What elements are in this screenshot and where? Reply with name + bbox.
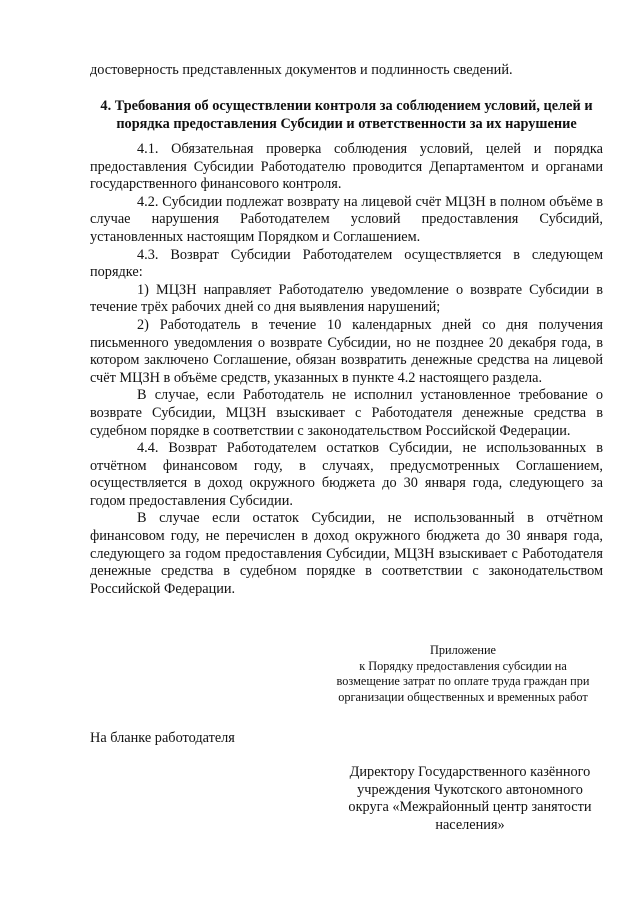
addressee-block (325, 764, 615, 834)
addressee-line-2: учреждения Чукотского автономного (357, 781, 583, 798)
addressee-line-1: Директору Государственного казённого (349, 764, 591, 780)
appendix-line-1: к Порядку предоставления субсидии на (359, 658, 567, 673)
section-body (90, 141, 603, 598)
appendix-title: Приложение (430, 643, 496, 657)
paragraph-4-3: 4.3. Возврат Субсидии Работодателем осуществляется в следующем порядке: (90, 246, 603, 281)
employer-letterhead-note: На бланке работодателя (90, 730, 235, 746)
appendix-note (318, 643, 608, 705)
addressee-line-3: округа «Межрайонный центр занятости (348, 799, 592, 816)
carryover-line: достоверность представленных документов и подлинность сведений. (90, 62, 513, 78)
paragraph-4-3-recovery: В случае, если Работодатель не исполнил установленное требование о возврате Субсидии, МЦЗН взыскивает с Работодателя денежные средства в судебном порядке в соответствии с законодательством Российской Федерации. (90, 387, 603, 439)
appendix-line-2: возмещение затрат по оплате труда граждан при (336, 674, 590, 689)
paragraph-4-1: 4.1. Обязательная проверка соблюдения условий, целей и порядка предоставления Субсидии Работодателю проводится Департаментом и органами государственного финансового контроля. (90, 141, 603, 193)
appendix-line-3: организации общественных и временных работ (338, 689, 588, 704)
paragraph-4-2: 4.2. Субсидии подлежат возврату на лицевой счёт МЦЗН в полном объёме в случае нарушения Работодателем условий предоставления Субсидий, установленных настоящим Порядком и Соглашением. (90, 193, 603, 245)
paragraph-4-3-item-2: 2) Работодатель в течение 10 календарных дней со дня получения письменного уведомления о возврате Субсидии, но не позднее 20 декабря года, в котором заключено Соглашение, обязан возвратить денежные средства на лицевой счёт МЦЗН в объёме средств, указанных в пункте 4.2 настоящего раздела. (90, 316, 603, 386)
section-heading: 4. Требования об осуществлении контроля за соблюдением условий, целей и порядка предоставления Субсидии и ответственности за их нарушение (100, 98, 593, 132)
paragraph-4-4: 4.4. Возврат Работодателем остатков Субсидии, не использованных в отчётном финансовом году, в случаях, предусмотренных Соглашением, осуществляется в доход окружного бюджета до 30 января года, следующего за годом предоставления Субсидии. (90, 440, 603, 509)
paragraph-4-3-item-1: 1) МЦЗН направляет Работодателю уведомление о возврате Субсидии в течение трёх рабочих дней со дня выявления нарушений; (90, 281, 603, 316)
paragraph-4-4-recovery: В случае если остаток Субсидии, не использованный в отчётном финансовом году, не перечислен в доход окружного бюджета до 30 января года, следующего за годом предоставления Субсидии, МЦЗН взыскивает с Работодателя денежные средства в судебном порядке в соответствии с законодательством Российской Федерации. (90, 510, 603, 597)
addressee-line-4: населения» (435, 816, 505, 833)
